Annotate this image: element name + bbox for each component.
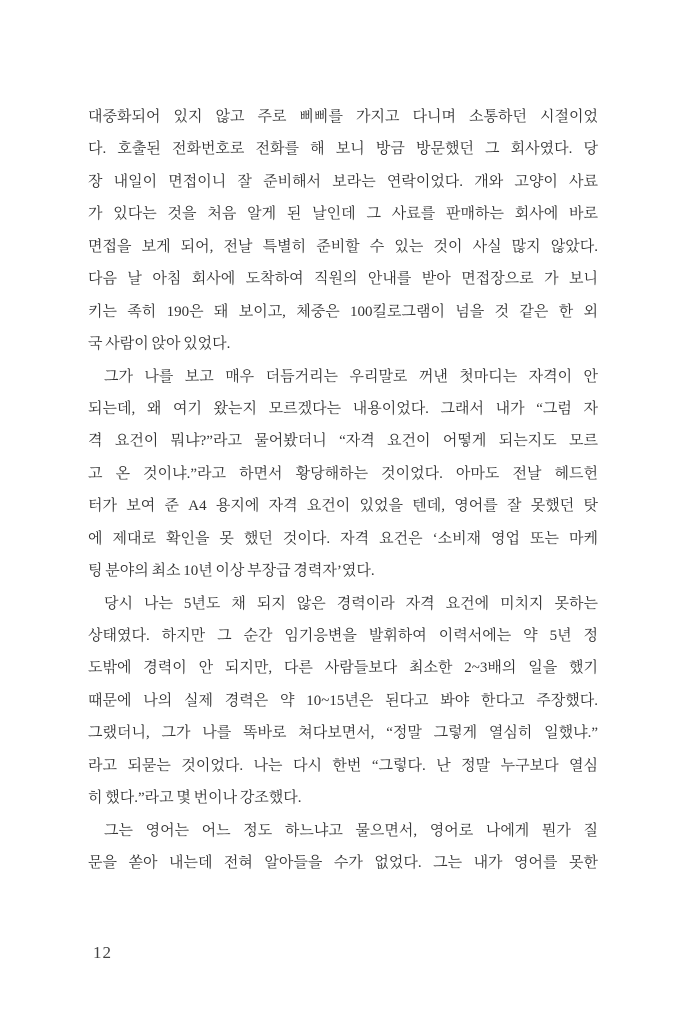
text-line: 키는 족히 190은 돼 보이고, 체중은 100킬로그램이 넘을 것 같은 한 외 xyxy=(88,303,598,320)
text-line: 대중화되어 있지 않고 주로 삐삐를 가지고 다니며 소통하던 시절이었 xyxy=(88,109,598,125)
text-line: 터가 보여 준 A4 용지에 자격 요건이 있었을 텐데, 영어를 잘 못했던 탓 xyxy=(88,498,598,515)
text-line: 상태였다. 하지만 그 순간 임기응변을 발휘하여 이력서에는 약 5년 정 xyxy=(88,628,598,644)
text-line: 다. 호출된 전화번호로 전화를 해 보니 방금 방문했던 그 회사였다. 당 xyxy=(88,141,598,158)
text-line: 에 제대로 확인을 못 했던 것이다. 자격 요건은 ‘소비재 영업 또는 마케 xyxy=(88,530,598,547)
text-line: 라고 되묻는 것이었다. 나는 다시 한번 “그렇다. 난 정말 누구보다 열심 xyxy=(88,757,598,774)
text-line: 국 사람이 앉아 있었다. xyxy=(88,336,231,353)
text-line: 당시 나는 5년도 채 되지 않은 경력이라 자격 요건에 미치지 못하는 xyxy=(104,595,598,612)
text-line: 격 요건이 뭐냐?”라고 물어봤더니 “자격 요건이 어떻게 되는지도 모르 xyxy=(88,433,598,450)
text-line: 문을 쏟아 내는데 전혀 알아들을 수가 없었다. 그는 내가 영어를 못한 xyxy=(88,855,598,872)
text-line: 팅 분야의 최소 10년 이상 부장급 경력자’였다. xyxy=(88,563,375,580)
page-number: 12 xyxy=(93,943,112,962)
text-line: 다음 날 아침 회사에 도착하여 직원의 안내를 받아 면접장으로 가 보니 xyxy=(88,271,598,288)
text-line: 면접을 보게 되어, 전날 특별히 준비할 수 있는 것이 사실 많지 않았다. xyxy=(88,238,598,255)
text-line: 히 했다.”라고 몇 번이나 강조했다. xyxy=(88,790,302,807)
body-text xyxy=(88,101,598,880)
text-line: 때문에 나의 실제 경력은 약 10~15년은 된다고 봐야 한다고 주장했다. xyxy=(88,692,598,709)
text-line: 되는데, 왜 여기 왔는지 모르겠다는 내용이었다. 그래서 내가 “그럼 자 xyxy=(88,400,598,417)
text-line: 장 내일이 면접이니 잘 준비해서 보라는 연락이었다. 개와 고양이 사료 xyxy=(88,173,598,190)
text-line: 그랬더니, 그가 나를 똑바로 쳐다보면서, “정말 그렇게 열심히 일했냐.” xyxy=(88,725,598,742)
text-line: 그는 영어는 어느 정도 하느냐고 물으면서, 영어로 나에게 뭔가 질 xyxy=(104,822,598,839)
text-line: 고 온 것이냐.”라고 하면서 황당해하는 것이었다. 아마도 전날 헤드헌 xyxy=(88,465,598,482)
text-line: 가 있다는 것을 처음 알게 된 날인데 그 사료를 판매하는 회사에 바로 xyxy=(88,206,598,223)
text-line: 도밖에 경력이 안 되지만, 다른 사람들보다 최소한 2~3배의 일을 했기 xyxy=(88,660,598,677)
text-line: 그가 나를 보고 매우 더듬거리는 우리말로 꺼낸 첫마디는 자격이 안 xyxy=(104,368,598,385)
